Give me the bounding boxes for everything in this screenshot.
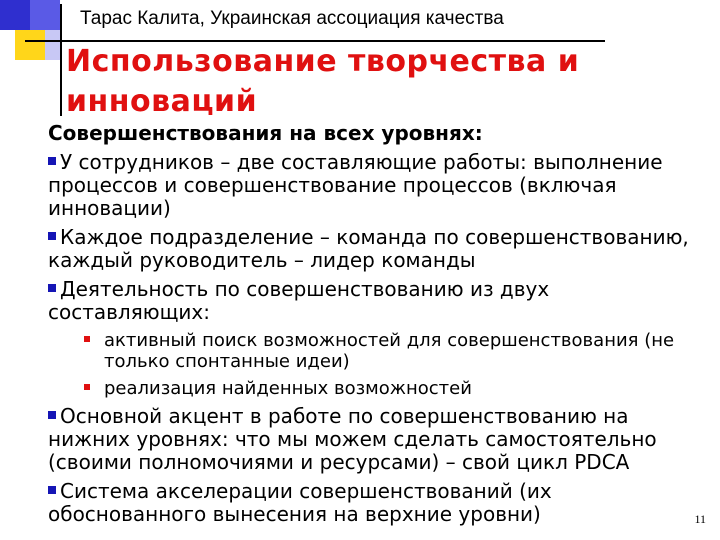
decor-square-pale <box>45 30 60 60</box>
square-bullet-icon <box>48 284 56 292</box>
decor-square-blue-light <box>30 0 60 30</box>
decor-square-blue <box>0 0 30 30</box>
page-number: 11 <box>694 512 706 526</box>
square-bullet-icon <box>48 411 56 419</box>
square-sub-bullet-icon <box>84 336 90 342</box>
sub-bullet-item: активный поиск возможностей для совершенствования (не только спонтанные идеи) <box>48 330 708 372</box>
decor-square-yellow <box>15 30 45 60</box>
bullet-item: У сотрудников – две составляющие работы: выполнение процессов и совершенствование процессов (включая инновации) <box>48 150 663 220</box>
square-bullet-icon <box>48 486 56 494</box>
bullet-item: Деятельность по совершенствованию из двух составляющих: <box>48 277 550 324</box>
sub-bullet-item: реализация найденных возможностей <box>48 378 708 399</box>
decor-vertical-line <box>60 4 62 116</box>
slide-header: Тарас Калита, Украинская ассоциация качества <box>80 8 504 29</box>
square-sub-bullet-icon <box>84 384 90 390</box>
subheading: Совершенствования на всех уровнях: <box>48 121 483 145</box>
bullet-item: Основной акцент в работе по совершенствованию на нижних уровнях: что мы можем сделать самостоятельно (своими полномочиями и ресурсами) – свой цикл PDCA <box>48 404 657 474</box>
square-bullet-icon <box>48 157 56 165</box>
slide-title: Использование творчества и инноваций <box>66 44 580 119</box>
slide-content <box>48 122 708 532</box>
bullet-item: Каждое подразделение – команда по совершенствованию, каждый руководитель – лидер команды <box>48 225 689 272</box>
square-bullet-icon <box>48 232 56 240</box>
bullet-item: Система акселерации совершенствований (их обоснованного вынесения на верхние уровни) <box>48 479 552 526</box>
